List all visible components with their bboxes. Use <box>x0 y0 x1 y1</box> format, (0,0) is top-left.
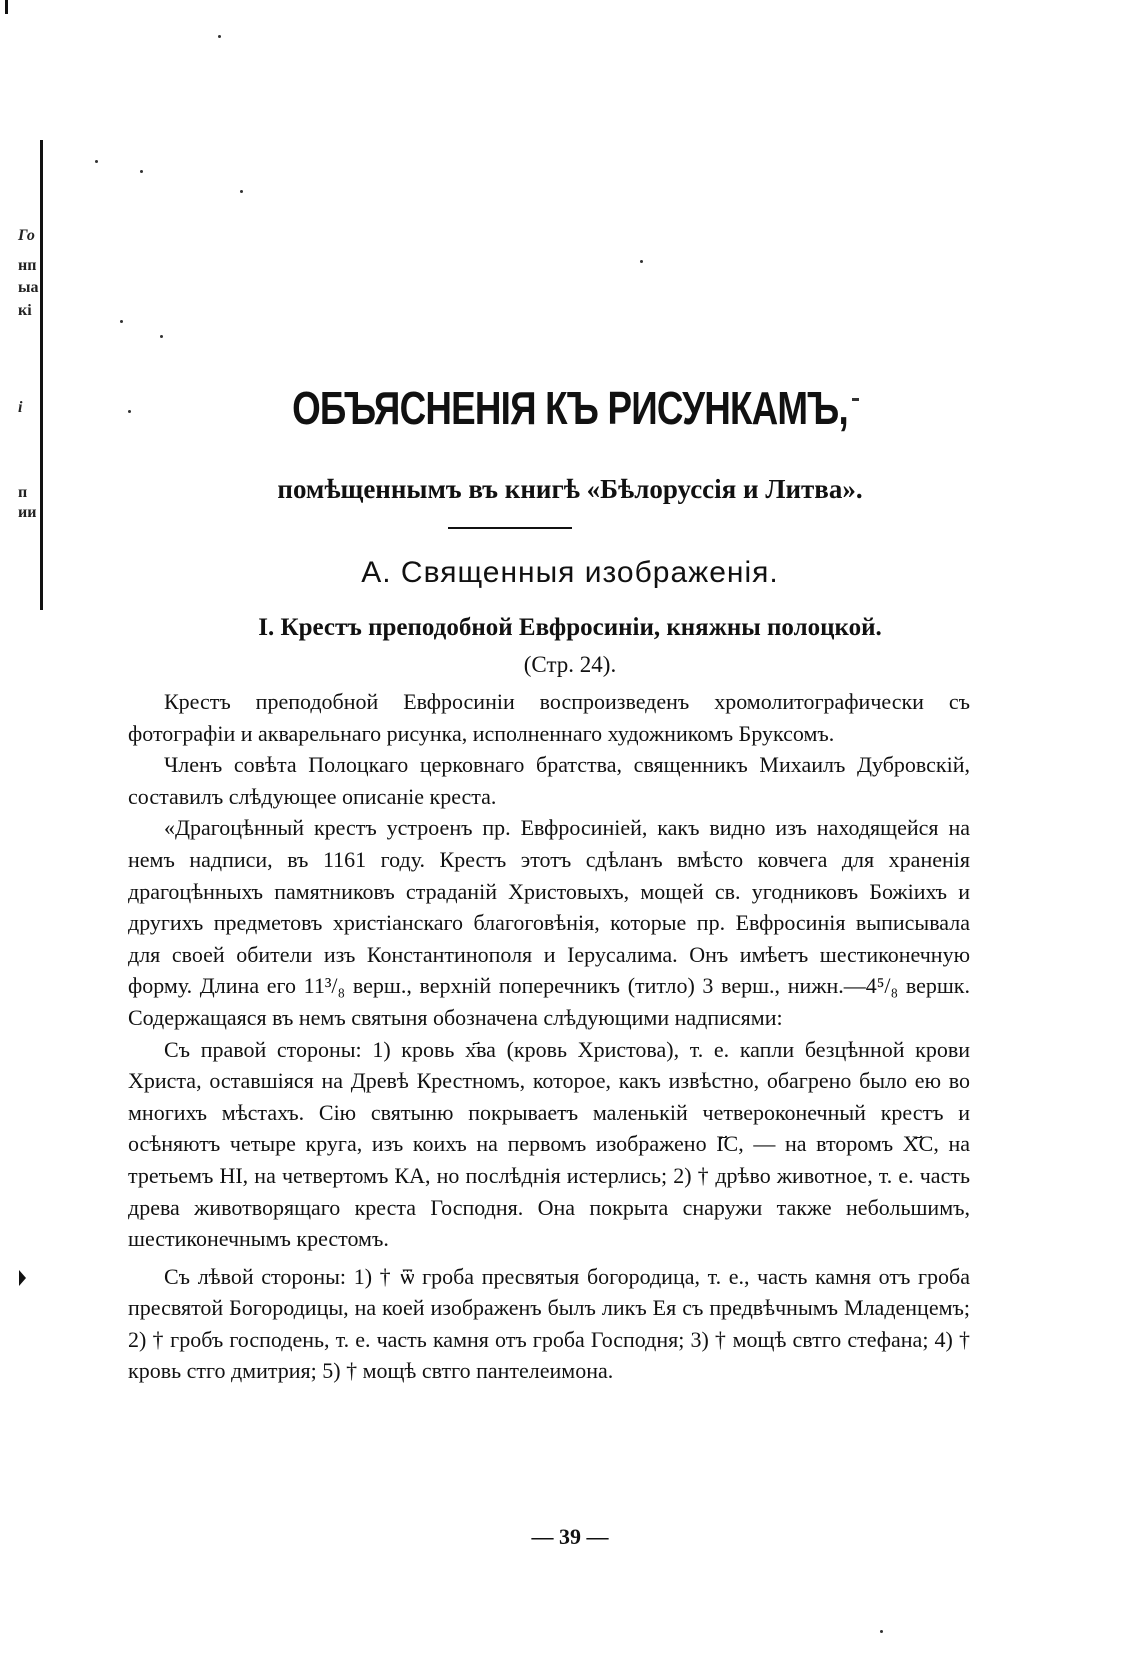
section-heading: А. Священныя изображенія. <box>361 556 779 589</box>
margin-fragment: п <box>18 484 28 501</box>
margin-fragment: ии <box>18 504 37 521</box>
scan-speck <box>95 160 98 163</box>
page-subtitle: помѣщеннымъ въ книгѣ «Бѣлоруссія и Литва». <box>277 474 863 504</box>
scan-speck <box>240 190 243 193</box>
scan-speck <box>140 170 143 173</box>
page-title: ОБЪЯСНЕНІЯ КЪ РИСУНКАМЪ, <box>292 382 848 434</box>
body-text <box>128 686 970 1387</box>
page-number: — 39 — <box>531 1524 609 1549</box>
margin-fragment: ыа <box>18 279 39 296</box>
paragraph: «Драгоцѣнный крестъ устроенъ пр. Евфросиніей, какъ видно изъ находящейся на немъ надписи, въ 1161 году. Крестъ этотъ сдѣланъ вмѣсто ковчега для храненія драгоцѣнныхъ памятниковъ страданій Христовыхъ, мощей св. угодниковъ Божіихъ и другихъ предметовъ христіанскаго благоговѣнія, которые пр. Евфросинія выписывала для своей обители изъ Константинополя и Іерусалима. Онъ имѣетъ шестиконечную форму. Длина его 11³/₈ верш., верхній поперечникъ (титло) 3 верш., нижн.—4⁵/₈ вершк. Содержащаяся въ немъ святыня обозначена слѣдующими надписями: <box>128 815 970 1030</box>
paragraph: Съ правой стороны: 1) кровь х҃ва (кровь Христова), т. е. капли безцѣнной крови Христа, оставшіяся на Древѣ Крестномъ, которое, какъ извѣстно, обагрено было ею во многихъ мѣстахъ. Сію святыню покрываетъ маленькій четвероконечный крестъ и осѣняютъ четыре круга, изъ коихъ на первомъ изображено І҃С, — на второмъ Х҃С, на третьемъ НІ, на четвертомъ КА, но послѣднія истерлись; 2) † дрѣво животное, т. е. часть древа животворящаго креста Господня. Она покрыта снаружи также небольшимъ, шестиконечнымъ крестомъ. <box>128 1036 970 1252</box>
margin-fragment: і <box>18 399 23 416</box>
paragraph: Съ лѣвой стороны: 1) † ѿ гроба пресвятыя богородица, т. е., часть камня отъ гроба пресвятой Богородицы, на коей изображенъ былъ ликъ Ея съ предвѣчнымъ Младенцемъ; 2) † гробъ господень, т. е. часть камня отъ гроба Господня; 3) † мощѣ свтго стефана; 4) † кровь стго дмитрия; 5) † мощѣ свтго пантелеимона. <box>128 1263 970 1384</box>
scan-speck <box>120 320 123 323</box>
scan-speck <box>160 335 163 338</box>
margin-fragment: нп <box>18 257 37 274</box>
paragraph: Крестъ преподобной Евфросиніи воспроизведенъ хромолитографически съ фотографіи и акварельнаго рисунка, исполненнаго художникомъ Бруксомъ. <box>128 689 970 746</box>
margin-fragment: кі <box>18 302 32 319</box>
heading-divider <box>448 527 572 529</box>
margin-fragment: Го <box>18 227 35 244</box>
scan-speck <box>880 1630 883 1633</box>
scan-speck <box>218 35 221 38</box>
paragraph: Членъ совѣта Полоцкаго церковнаго братства, священникъ Михаилъ Дубровскій, составилъ слѣдующее описаніе креста. <box>128 752 970 809</box>
scan-edge-tick <box>5 0 8 14</box>
scan-binding-line <box>40 140 43 610</box>
scan-edge-mark <box>19 1270 26 1286</box>
scan-speck <box>640 260 643 263</box>
item-heading: I. Крестъ преподобной Евфросиніи, княжны полоцкой. <box>258 614 882 641</box>
page-reference: (Стр. 24). <box>523 652 617 677</box>
